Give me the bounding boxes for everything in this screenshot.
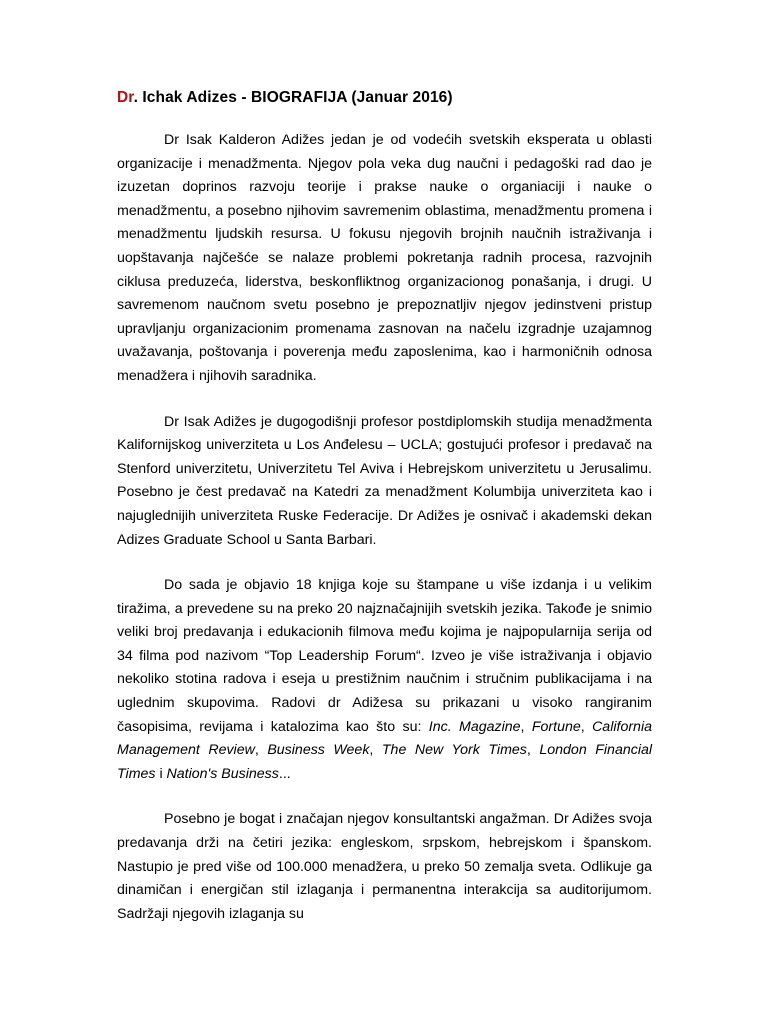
title-prefix: Dr [117, 89, 134, 106]
separator: , [369, 742, 382, 759]
publication-title: Inc. Magazine [428, 718, 521, 735]
separator: , [520, 718, 532, 735]
separator: , [254, 742, 268, 759]
publications-text: Do sada je objavio 18 knjiga koje su štampane u više izdanja i u velikim tiražima, a prevedene su na preko 20 najznačajnijih svetskih jezika. Takođe je snimio veliki broj predavanja i edukacionih filmova među kojima je najpopularnija serija od 34 filma pod nazivom “Top Leadership Forum“. Izveo je više istraživanja i objavio nekoliko stotina radova i eseja u prestižnim naučnim i stručnim publikacijama i na uglednim skupovima. Radovi dr Adižesa su prikazani u visoko rangiranim časopisima, revijama i katalozima kao što su: [117, 577, 652, 735]
document-title [117, 89, 453, 107]
document-body [117, 129, 652, 948]
publication-title: Nation's Business [166, 765, 279, 782]
publication-title: California Management Review [117, 718, 652, 759]
separator: , [580, 718, 593, 735]
paragraph-consulting: Posebno je bogat i značajan njegov konsultantski angažman. Dr Adižes svoja predavanja drži na četiri jezika: engleskom, srpskom, hebrejskom i španskom. Nastupio je pred više od 100.000 menadžera, u preko 50 zemalja sveta. Odlikuje ga dinamičan i energičan stil izlaganja i permanentna interakcija sa auditorijumom. Sadržaji njegovih izlaganja su [117, 811, 652, 922]
publication-title: Business Week [267, 742, 370, 759]
publication-title: London Financial Times [117, 742, 653, 782]
ellipsis: ... [278, 765, 291, 782]
separator: , [526, 742, 540, 759]
publication-title: Fortune [531, 718, 581, 735]
paragraph-publications [117, 574, 652, 786]
publication-title: The New York Times [381, 742, 527, 759]
title-text: . Ichak Adizes - BIOGRAFIJA (Januar 2016) [133, 89, 453, 106]
paragraph-intro: Dr Isak Kalderon Adižes jedan je od vodećih svetskih eksperata u oblasti organizacije i menadžmenta. Njegov pola veka dug naučni i pedagoški rad dao je izuzetan doprinos razvoju teorije i prakse nauke o organiaciji i nauke o menadžmentu, a posebno njihovim savremenim oblastima, menadžmentu promena i menadžmentu ljudskih resursa. U fokusu njegovih brojnih naučnih istraživanja i uopštavanja najčešće se nalaze problemi pokretanja radnih procesa, razvojnih ciklusa preduzeća, liderstva, beskonfliktnog organizacionog ponašanja, i drugi. U savremenom naučnom svetu posebno je prepoznatljiv njegov jedinstveni pristup upravljanju organizacionim promenama zasnovan na načelu izgradnje uzajamnog uvažavanja, poštovanja i poverenja među zaposlenima, kao i harmoničnih odnosa menadžera i njihovih saradnika. [117, 132, 652, 384]
separator: i [155, 765, 167, 782]
paragraph-academic: Dr Isak Adižes je dugogodišnji profesor postdiplomskih studija menadžmenta Kalifornijskog univerziteta u Los Anđelesu – UCLA; gostujući profesor i predavač na Stenford univerzitetu, Univerzitetu Tel Aviva i Hebrejskom univerzitetu u Jerusalimu. Posebno je čest predavač na Katedri za menadžment Kolumbija univerziteta kao i najuglednijih univerziteta Ruske Federacije. Dr Adižes je osnivač i akademski dekan Adizes Graduate School u Santa Barbari. [117, 413, 652, 548]
